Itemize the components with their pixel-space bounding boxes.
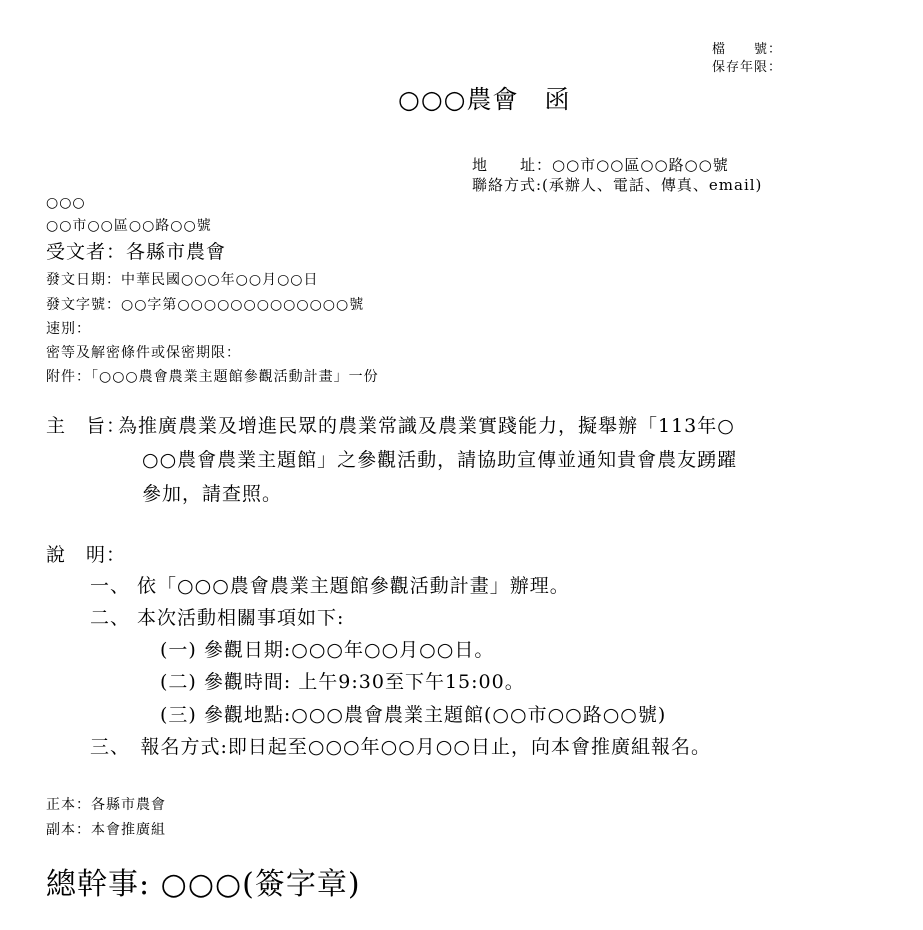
- receiver-address: ○○市○○區○○路○○號: [46, 218, 212, 234]
- subject-label: 主 旨：: [46, 415, 127, 437]
- explanation-sub-item-1: (一) 參觀日期:○○○年○○月○○日。: [160, 639, 495, 661]
- original-copy-line: 正本：各縣市農會: [46, 797, 166, 813]
- attachment-line: 附件：「○○○農會農業主題館參觀活動計畫」一份: [46, 369, 379, 385]
- explanation-item-1: 一、 依「○○○農會農業主題館參觀活動計畫」辦理。: [90, 575, 570, 597]
- file-number-label: 檔 號：: [712, 42, 783, 57]
- subject-line-3: 參加，請查照。: [142, 483, 283, 505]
- delivery-speed: 速別：: [46, 321, 91, 337]
- secrecy-level: 密等及解密條件或保密期限：: [46, 345, 241, 361]
- subject-text: [118, 411, 908, 509]
- explanation-item-3: 三、 報名方式:即日起至○○○年○○月○○日止，向本會推廣組報名。: [90, 736, 711, 758]
- sender-contact: 聯絡方式:(承辦人、電話、傳真、email): [472, 176, 763, 194]
- signature-line: 總幹事: ○○○(簽字章): [46, 867, 361, 902]
- document-title: ○○○農會 函: [398, 85, 571, 114]
- duplicate-copy-line: 副本：本會推廣組: [46, 822, 166, 838]
- explanation-item-2: 二、 本次活動相關事項如下:: [90, 607, 345, 629]
- subject-line-2: ○○農會農業主題館」之參觀活動，請協助宣傳並通知貴會農友踴躍: [142, 449, 738, 471]
- subject-line-1: 為推廣農業及增進民眾的農業常識及農業實踐能力，擬舉辦「113年○: [118, 415, 735, 437]
- sender-address: 地 址：○○市○○區○○路○○號: [472, 156, 729, 174]
- explanation-sub-item-3: (三) 參觀地點:○○○農會農業主題館(○○市○○路○○號): [160, 704, 667, 726]
- receiver-name: ○○○: [46, 195, 86, 211]
- reference-number: 發文字號：○○字第○○○○○○○○○○○○○號: [46, 297, 365, 313]
- recipient-line: 受文者：各縣市農會: [46, 241, 227, 263]
- issue-date: 發文日期：中華民國○○○年○○月○○日: [46, 272, 319, 288]
- retention-period-label: 保存年限：: [712, 60, 783, 75]
- explanation-label: 說 明：: [46, 544, 127, 566]
- explanation-sub-item-2: (二) 參觀時間: 上午9:30至下午15:00。: [160, 671, 525, 693]
